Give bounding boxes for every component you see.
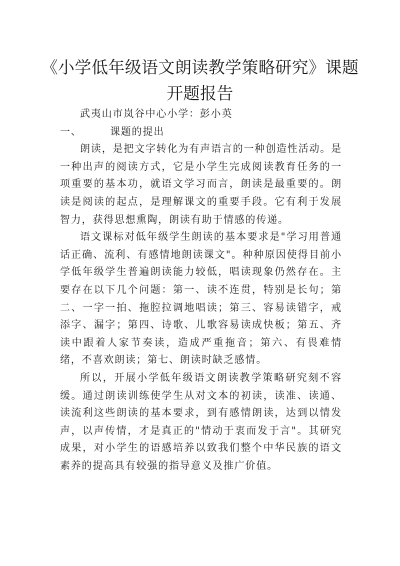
- paragraph-definition: 朗读，是把文字转化为有声语言的一种创造性活动。是一种出声的阅读方式，它是小学生完成阅读教育任务的一项重要的基本功，就语文学习而言，朗读是最重要的。朗读是阅读的起点，是理解课文的重要手段。它有利于发展智力，获得思想熏陶，朗读有助于情感的传递。: [60, 144, 342, 226]
- section-title: 课题的提出: [110, 126, 165, 138]
- paragraph-significance: 所以，开展小学低年级语文朗读教学策略研究刻不容缓。通过朗读训练使学生从对文本的初读，读准、读通、读流利这些朗读的基本要求，到有感情朗读，达到以情发声，以声传情，才是真正的"情动于衷而发于言"。其研究成果，对小学生的语感培养以致我们整个中华民族的语文素养的提高具有较强的指导意义及推广价值。: [60, 372, 342, 472]
- section-heading: [60, 124, 342, 142]
- author-line: 武夷山市岚谷中心小学：彭小英: [80, 109, 233, 120]
- document-title: 《小学低年级语文朗读教学策略研究》课题开题报告: [41, 58, 359, 104]
- paragraph-problems: 语文课标对低年级学生朗读的基本要求是"学习用普通话正确、流利、有感情地朗读课文"。种种原因使得目前小学低年级学生普遍朗读能力较低，唱读现象仍然存在。主要存在以下几个问题：第一、读不连贯，特别是长句；第二、一字一拍、拖腔拉调地唱读；第三、容易读错字，戒添字、漏字；第四、诗歌、儿歌容易读成快板；第五、齐读中跟着人家节奏读，造成严重拖音；第六、有畏难情绪，不喜欢朗读；第七、朗读时缺乏感情。: [60, 232, 342, 367]
- document-body: [60, 106, 342, 475]
- section-number: 一、: [60, 126, 82, 138]
